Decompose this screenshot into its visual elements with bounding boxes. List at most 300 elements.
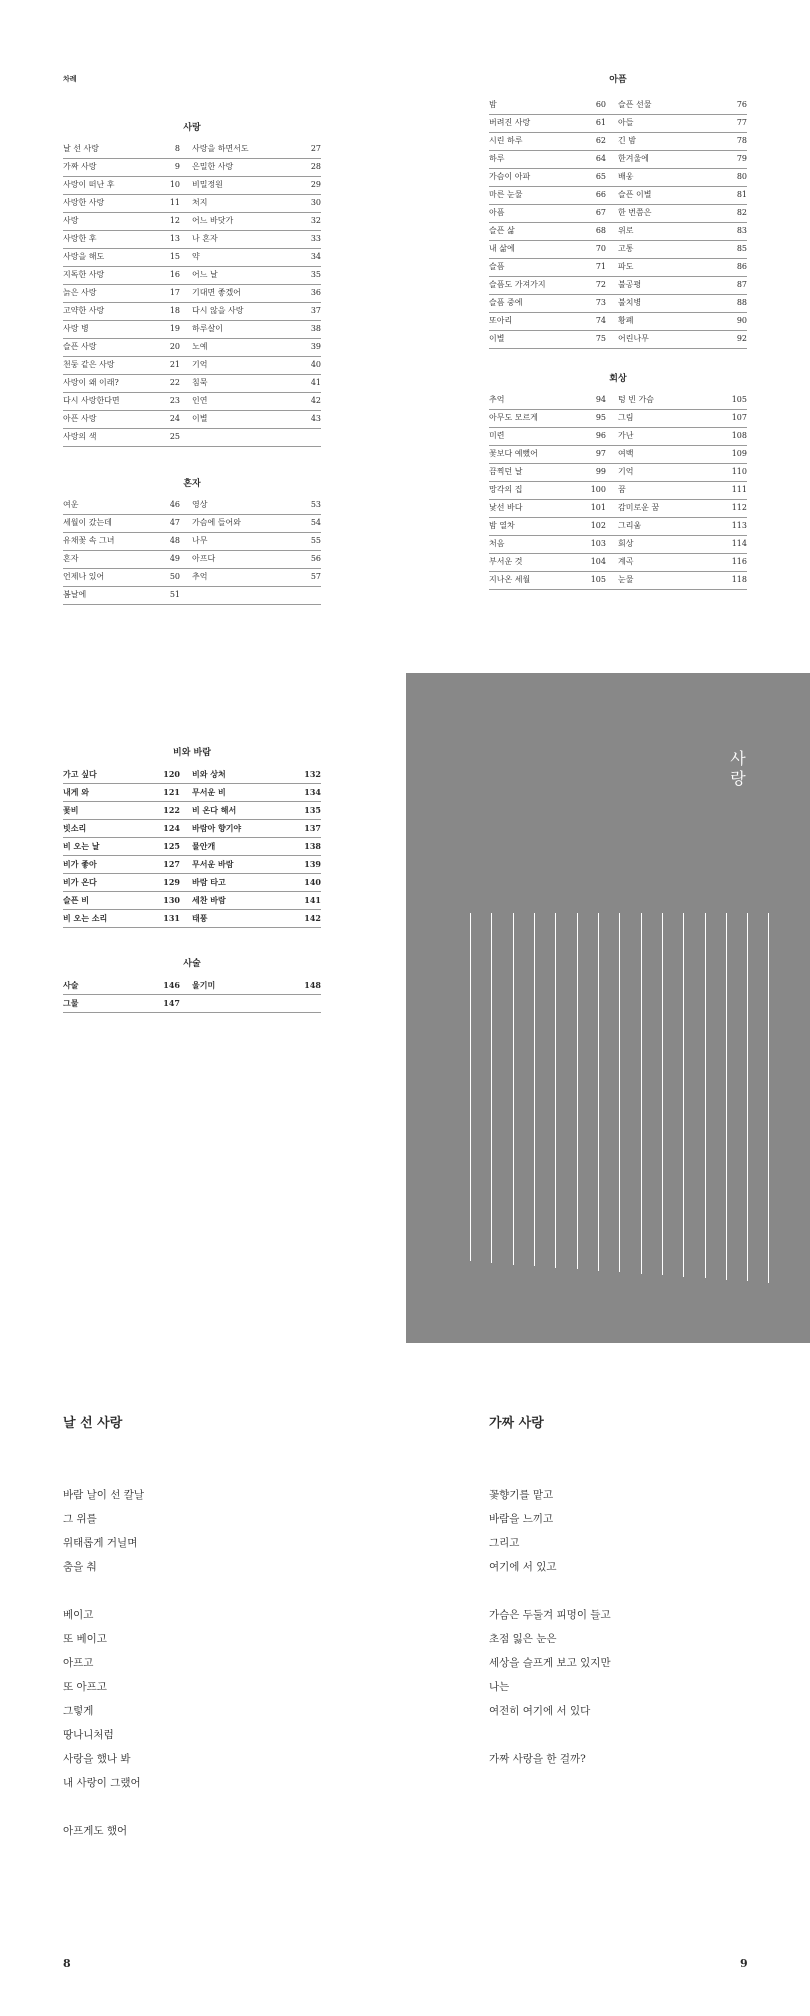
poem-line: 땅나니처럼 — [63, 1729, 114, 1741]
toc-entry-title: 꽃보다 예뻤어 — [489, 449, 538, 458]
toc-entry-title: 다시 않을 사랑 — [192, 306, 244, 315]
toc-section-title: 아픔 — [609, 75, 627, 85]
toc-entry-title: 미련 — [489, 431, 505, 440]
toc-entry — [192, 321, 321, 338]
poem-line: 바람 날이 선 칼날 — [63, 1489, 145, 1501]
toc-row — [489, 554, 747, 572]
toc-entry-page: 129 — [163, 877, 180, 887]
toc-entry — [63, 856, 192, 873]
toc-entry-page: 132 — [304, 769, 321, 779]
toc-row — [63, 159, 321, 177]
toc-entry-title: 바람 타고 — [192, 877, 226, 887]
toc-entry-title: 세월이 갔는데 — [63, 518, 112, 527]
poem-line: 가슴은 두둘겨 피멍이 들고 — [489, 1609, 611, 1621]
toc-row — [63, 766, 321, 784]
toc-entry-page: 67 — [595, 208, 606, 217]
toc-entry — [192, 784, 321, 801]
toc-entry-page: 18 — [169, 306, 180, 315]
toc-entry-page: 33 — [310, 234, 321, 243]
toc-entry — [192, 213, 321, 230]
toc-entry-title: 무서운 바람 — [192, 859, 234, 869]
toc-entry-page: 24 — [169, 414, 180, 423]
poem-left — [63, 1412, 144, 1843]
toc-entry-page: 148 — [304, 980, 321, 990]
toc-entry-page: 36 — [310, 288, 321, 297]
poem-line: 가짜 사랑을 한 걸까? — [489, 1753, 586, 1765]
poem-line: 베이고 — [63, 1609, 94, 1621]
toc-entry-page: 131 — [163, 913, 180, 923]
toc-entry — [192, 195, 321, 212]
toc-entry — [489, 295, 618, 312]
toc-entry — [63, 375, 192, 392]
toc-section-rain — [63, 745, 321, 928]
toc-entry — [618, 482, 747, 499]
toc-row — [63, 784, 321, 802]
toc-entry — [192, 910, 321, 927]
poem-right — [489, 1412, 611, 1771]
toc-entry-title: 지나온 세월 — [489, 575, 531, 584]
toc-entry-title: 울기미 — [192, 980, 216, 990]
toc-entry-title — [192, 995, 293, 1012]
toc-entry-page: 47 — [169, 518, 180, 527]
toc-entry-title: 추억 — [489, 395, 505, 404]
toc-entry-title: 아들 — [618, 118, 634, 127]
toc-entry-title: 어느 날 — [192, 270, 218, 279]
toc-entry-title: 사랑을 해도 — [63, 252, 105, 261]
toc-entry-title: 고약한 사랑 — [63, 306, 105, 315]
toc-entry-page: 71 — [595, 262, 606, 271]
page-number-right: 9 — [740, 1957, 748, 1970]
toc-entry-page: 100 — [590, 485, 606, 494]
toc-entry — [192, 892, 321, 909]
toc-entry-page: 130 — [163, 895, 180, 905]
toc-entry-page: 120 — [163, 769, 180, 779]
toc-row — [489, 295, 747, 313]
toc-entry — [192, 375, 321, 392]
toc-entry-title: 사랑의 색 — [63, 432, 97, 441]
toc-entry — [63, 285, 192, 302]
toc-entry — [489, 133, 618, 150]
poem-line: 또 베이고 — [63, 1633, 107, 1645]
toc-entry — [63, 977, 192, 994]
toc-entry-title: 황폐 — [618, 316, 634, 325]
toc-entry-page: 20 — [169, 342, 180, 351]
toc-row — [489, 151, 747, 169]
toc-entry-page: 61 — [595, 118, 606, 127]
toc-row — [63, 375, 321, 393]
poem-line: 바람을 느끼고 — [489, 1513, 554, 1525]
toc-row — [63, 357, 321, 375]
toc-entry-title: 그림 — [618, 413, 634, 422]
toc-section-memory — [489, 371, 747, 590]
toc-entry — [489, 392, 618, 409]
toc-entry — [63, 533, 192, 550]
toc-entry-page: 125 — [163, 841, 180, 851]
toc-entry-title: 영상 — [192, 500, 208, 509]
toc-entry — [63, 393, 192, 410]
toc-entry — [489, 410, 618, 427]
toc-entry-page: 94 — [595, 395, 606, 404]
toc-entry-page: 17 — [169, 288, 180, 297]
toc-entry — [63, 267, 192, 284]
toc-row — [63, 411, 321, 429]
toc-entry — [618, 277, 747, 294]
toc-entry-page: 72 — [595, 280, 606, 289]
toc-entry-title: 아픈 사랑 — [63, 414, 97, 423]
toc-entry-title: 비 오는 소리 — [63, 913, 108, 923]
toc-entry-page: 141 — [304, 895, 321, 905]
toc-entry-title: 회상 — [618, 539, 634, 548]
toc-entry — [618, 115, 747, 132]
toc-row — [489, 259, 747, 277]
toc-entry-page: 90 — [736, 316, 747, 325]
toc-entry-page: 147 — [163, 998, 180, 1008]
toc-entry — [489, 115, 618, 132]
toc-row — [489, 392, 747, 410]
toc-table — [63, 141, 321, 447]
toc-entry-title: 그물 — [63, 998, 79, 1008]
toc-entry — [192, 231, 321, 248]
poem-line: 춤을 춰 — [63, 1561, 97, 1573]
toc-entry — [192, 411, 321, 428]
toc-entry-title: 낯선 바다 — [489, 503, 523, 512]
toc-entry-title: 가짜 사랑 — [63, 162, 97, 171]
poem-line: 나는 — [489, 1681, 510, 1693]
toc-row — [489, 331, 747, 349]
toc-entry-page: 135 — [304, 805, 321, 815]
toc-row — [489, 536, 747, 554]
toc-entry — [192, 820, 321, 837]
toc-row — [489, 97, 747, 115]
toc-entry — [63, 766, 192, 783]
toc-entry-page: 27 — [310, 144, 321, 153]
poem-line: 그 위를 — [63, 1513, 97, 1525]
toc-entry — [192, 551, 321, 568]
toc-entry-page: 114 — [731, 539, 747, 548]
toc-entry — [192, 249, 321, 266]
divider-line — [491, 913, 492, 1263]
toc-entry-page: 32 — [310, 216, 321, 225]
toc-entry-page: 110 — [731, 467, 747, 476]
toc-entry — [489, 97, 618, 114]
toc-entry — [618, 313, 747, 330]
toc-row — [63, 551, 321, 569]
toc-entry-page: 107 — [731, 413, 747, 422]
toc-row — [63, 977, 321, 995]
toc-row — [63, 995, 321, 1013]
toc-row — [63, 195, 321, 213]
toc-row — [63, 802, 321, 820]
toc-entry — [192, 587, 321, 604]
toc-entry-page: 56 — [310, 554, 321, 563]
divider-line — [705, 913, 706, 1278]
toc-entry — [618, 554, 747, 571]
toc-entry-title: 감미로운 꿈 — [618, 503, 660, 512]
toc-entry-page: 124 — [163, 823, 180, 833]
toc-entry-page: 40 — [310, 360, 321, 369]
toc-entry — [618, 392, 747, 409]
toc-entry — [192, 995, 321, 1012]
toc-entry — [63, 249, 192, 266]
toc-entry — [489, 205, 618, 222]
toc-entry — [63, 910, 192, 927]
toc-entry-page: 22 — [169, 378, 180, 387]
toc-entry — [63, 838, 192, 855]
toc-section-title: 혼자 — [183, 479, 201, 489]
toc-entry — [63, 515, 192, 532]
toc-table — [489, 97, 747, 349]
toc-row — [63, 213, 321, 231]
toc-entry-title: 무서운 비 — [192, 787, 226, 797]
toc-entry-page: 104 — [590, 557, 606, 566]
toc-entry — [63, 159, 192, 176]
toc-entry-title: 사랑 — [63, 216, 79, 225]
toc-entry-page: 112 — [731, 503, 747, 512]
toc-entry — [489, 464, 618, 481]
toc-entry — [618, 97, 747, 114]
toc-entry — [192, 515, 321, 532]
toc-row — [63, 231, 321, 249]
toc-entry-page: 38 — [310, 324, 321, 333]
toc-entry-title: 사랑한 사랑 — [63, 198, 105, 207]
poem-line: 초점 잃은 눈은 — [489, 1633, 557, 1645]
toc-entry-page: 49 — [169, 554, 180, 563]
toc-entry-page: 101 — [590, 503, 606, 512]
toc-entry-title: 언제나 있어 — [63, 572, 105, 581]
toc-row — [489, 277, 747, 295]
toc-entry-title: 나무 — [192, 536, 208, 545]
toc-entry-page: 99 — [595, 467, 606, 476]
toc-entry — [489, 482, 618, 499]
toc-section-title: 사랑 — [183, 123, 201, 133]
divider-line — [726, 913, 727, 1280]
toc-entry-title: 하루살이 — [192, 324, 223, 333]
toc-entry — [63, 551, 192, 568]
toc-entry-title: 은밀한 사랑 — [192, 162, 234, 171]
toc-row — [63, 874, 321, 892]
toc-entry-title: 다시 사랑한다면 — [63, 396, 120, 405]
toc-entry-page: 64 — [595, 154, 606, 163]
toc-entry-page: 46 — [169, 500, 180, 509]
toc-entry-page: 51 — [169, 590, 180, 599]
poem-line: 그렇게 — [63, 1705, 94, 1717]
toc-entry — [489, 187, 618, 204]
toc-entry — [63, 303, 192, 320]
toc-table — [63, 497, 321, 605]
toc-row — [63, 892, 321, 910]
toc-section-title: 비와 바람 — [173, 748, 211, 758]
toc-entry — [618, 518, 747, 535]
toc-entry-page: 66 — [595, 190, 606, 199]
section-divider-page — [406, 673, 810, 1343]
toc-entry-title: 또아리 — [489, 316, 513, 325]
toc-entry — [192, 357, 321, 374]
toc-entry-page: 97 — [595, 449, 606, 458]
toc-table — [489, 392, 747, 590]
toc-entry — [618, 223, 747, 240]
toc-entry-page: 19 — [169, 324, 180, 333]
toc-entry — [192, 159, 321, 176]
toc-entry — [192, 856, 321, 873]
toc-entry-title: 계곡 — [618, 557, 634, 566]
toc-entry-page: 9 — [174, 162, 180, 171]
toc-entry — [192, 569, 321, 586]
toc-row — [489, 572, 747, 590]
toc-entry-page: 138 — [304, 841, 321, 851]
toc-entry-page: 140 — [304, 877, 321, 887]
toc-entry-page: 65 — [595, 172, 606, 181]
toc-entry-page: 35 — [310, 270, 321, 279]
toc-entry — [618, 241, 747, 258]
toc-section-liquor — [63, 956, 321, 1013]
toc-entry-title: 기대면 좋겠어 — [192, 288, 241, 297]
toc-entry — [63, 195, 192, 212]
toc-entry-page: 10 — [169, 180, 180, 189]
poem-line: 세상을 슬프게 보고 있지만 — [489, 1657, 611, 1669]
toc-entry-title: 슬픈 선물 — [618, 100, 652, 109]
divider-line — [683, 913, 684, 1277]
toc-entry-page: 75 — [595, 334, 606, 343]
toc-entry — [192, 267, 321, 284]
toc-entry — [618, 464, 747, 481]
toc-entry-page: 15 — [169, 252, 180, 261]
toc-entry-page: 81 — [736, 190, 747, 199]
toc-entry — [63, 177, 192, 194]
toc-entry-page: 73 — [595, 298, 606, 307]
toc-entry — [618, 295, 747, 312]
divider-line — [747, 913, 748, 1281]
toc-entry-title: 눈물 — [618, 575, 634, 584]
toc-entry-page: 142 — [304, 913, 321, 923]
poem-line: 여기에 서 있고 — [489, 1561, 557, 1573]
toc-entry-page: 70 — [595, 244, 606, 253]
toc-entry-title: 처지 — [192, 198, 208, 207]
toc-entry — [489, 313, 618, 330]
toc-entry — [192, 838, 321, 855]
toc-entry-title: 날 선 사랑 — [63, 144, 99, 153]
toc-entry-title: 마른 눈물 — [489, 190, 523, 199]
toc-entry-page: 109 — [731, 449, 747, 458]
toc-entry — [63, 874, 192, 891]
toc-entry — [63, 995, 192, 1012]
toc-entry-title: 망각의 집 — [489, 485, 523, 494]
toc-entry — [618, 572, 747, 589]
divider-line — [555, 913, 556, 1268]
toc-row — [489, 482, 747, 500]
toc-entry-title: 이별 — [489, 334, 505, 343]
toc-entry-title: 시린 하루 — [489, 136, 523, 145]
toc-entry-title: 버려진 사랑 — [489, 118, 531, 127]
poem-line: 아프게도 했어 — [63, 1825, 128, 1837]
toc-entry-page: 30 — [310, 198, 321, 207]
toc-row — [489, 464, 747, 482]
divider-line — [641, 913, 642, 1274]
toc-row — [63, 587, 321, 605]
toc-section-title: 회상 — [609, 374, 627, 384]
toc-entry-title: 슬픈 사랑 — [63, 342, 97, 351]
toc-entry — [192, 874, 321, 891]
toc-entry-page: 108 — [731, 431, 747, 440]
toc-entry-title: 내 삶에 — [489, 244, 515, 253]
toc-entry-title: 끔찍던 날 — [489, 467, 523, 476]
toc-entry — [192, 285, 321, 302]
toc-entry-title: 비가 좋아 — [63, 859, 97, 869]
toc-entry-page: 103 — [590, 539, 606, 548]
poem-body — [489, 1483, 611, 1771]
toc-entry — [192, 429, 321, 446]
toc-entry-title: 밤 열차 — [489, 521, 515, 530]
toc-entry-page: 48 — [169, 536, 180, 545]
toc-entry-page: 16 — [169, 270, 180, 279]
toc-entry-title: 불치병 — [618, 298, 642, 307]
toc-entry — [63, 569, 192, 586]
toc-entry-title: 배웅 — [618, 172, 634, 181]
poem-line: 위태롭게 거닐며 — [63, 1537, 138, 1549]
toc-entry-page: 116 — [731, 557, 747, 566]
toc-entry — [489, 572, 618, 589]
toc-entry — [192, 766, 321, 783]
toc-entry-page: 87 — [736, 280, 747, 289]
toc-table — [63, 766, 321, 928]
toc-entry-page: 34 — [310, 252, 321, 261]
toc-row — [63, 820, 321, 838]
toc-row — [63, 393, 321, 411]
toc-entry-page: 57 — [310, 572, 321, 581]
toc-entry-title: 위로 — [618, 226, 634, 235]
toc-row — [489, 500, 747, 518]
toc-entry-title: 내게 와 — [63, 787, 89, 797]
toc-entry — [63, 497, 192, 514]
divider-line — [534, 913, 535, 1266]
toc-entry-page: 62 — [595, 136, 606, 145]
toc-entry-title: 물안개 — [192, 841, 216, 851]
toc-entry-title: 여백 — [618, 449, 634, 458]
toc-entry-page: 102 — [590, 521, 606, 530]
toc-entry-page: 68 — [595, 226, 606, 235]
toc-entry-page: 54 — [310, 518, 321, 527]
toc-entry-page: 43 — [310, 414, 321, 423]
divider-vertical-title — [728, 749, 748, 789]
toc-entry-page: 82 — [736, 208, 747, 217]
toc-entry — [618, 133, 747, 150]
toc-entry — [489, 554, 618, 571]
toc-entry-title — [192, 587, 293, 604]
toc-entry-page: 121 — [163, 787, 180, 797]
toc-entry-title: 비밀정원 — [192, 180, 223, 189]
toc-entry — [63, 784, 192, 801]
toc-entry-page: 96 — [595, 431, 606, 440]
toc-entry-page: 13 — [169, 234, 180, 243]
toc-entry — [192, 339, 321, 356]
toc-row — [489, 169, 747, 187]
toc-entry — [618, 536, 747, 553]
toc-entry — [489, 536, 618, 553]
divider-line — [470, 913, 471, 1261]
toc-entry-page: 23 — [169, 396, 180, 405]
toc-entry-title: 하루 — [489, 154, 505, 163]
toc-entry — [63, 820, 192, 837]
poem-line — [63, 1579, 144, 1603]
toc-entry — [489, 428, 618, 445]
toc-entry — [489, 446, 618, 463]
toc-entry-title: 부서운 것 — [489, 557, 523, 566]
toc-entry — [618, 331, 747, 348]
toc-entry-title: 가슴에 들어와 — [192, 518, 241, 527]
toc-entry-title: 천둥 같은 사랑 — [63, 360, 115, 369]
toc-entry — [618, 428, 747, 445]
toc-label: 차례 — [63, 74, 77, 83]
poem-line: 아프고 — [63, 1657, 94, 1669]
